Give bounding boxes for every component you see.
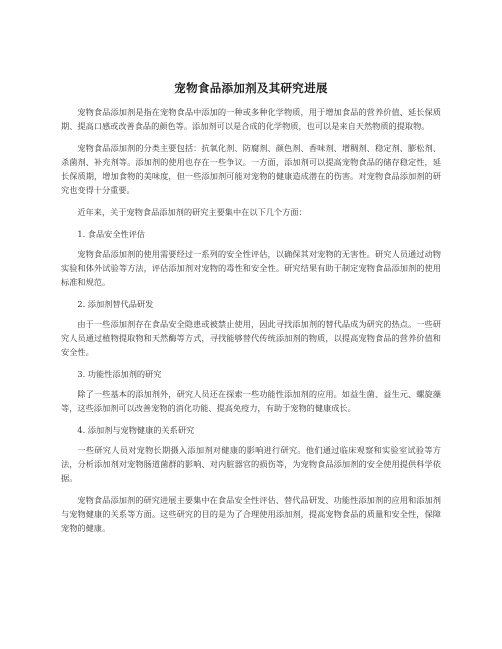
section-heading-2: 2. 添加剂替代品研发 bbox=[77, 299, 154, 309]
section-heading-3: 3. 功能性添加剂的研究 bbox=[77, 369, 162, 379]
classification-paragraph: 宠物食品添加剂的分类主要包括：抗氧化剂、防腐剂、颜色剂、香味剂、增稠剂、稳定剂、膨松剂、杀菌剂、补充剂等。添加剂的使用也存在一些争议。一方面，添加剂可以提高宠物食品的储存稳定性，延长保质期，增加食物的美味度，但一些添加剂可能对宠物的健康造成潜在的伤害。对宠物食品添加剂的研究也变得十分重要。 bbox=[61, 143, 441, 195]
conclusion-paragraph: 宠物食品添加剂的研究进展主要集中在食品安全性评估、替代品研发、功能性添加剂的应用和添加剂与宠物健康的关系等方面。这些研究的目的是为了合理使用添加剂，提高宠物食品的质量和安全性，保障宠物的健康。 bbox=[61, 495, 441, 533]
section-heading-1: 1. 食品安全性评估 bbox=[77, 229, 146, 239]
section-body-3: 除了一些基本的添加剂外，研究人员还在探索一些功能性添加剂的应用。如益生菌、益生元、螺旋藻等，这些添加剂可以改善宠物的消化功能、提高免疫力，有助于宠物的健康成长。 bbox=[61, 389, 441, 413]
section-body-1: 宠物食品添加剂的使用需要经过一系列的安全性评估，以确保其对宠物的无害性。研究人员通过动物实验和体外试验等方法，评估添加剂对宠物的毒性和安全性。研究结果有助于制定宠物食品添加剂的使用标准和规范。 bbox=[61, 249, 441, 287]
document-title: 宠物食品添加剂及其研究进展 bbox=[174, 81, 328, 95]
recent-paragraph: 近年来，关于宠物食品添加剂的研究主要集中在以下几个方面： bbox=[77, 207, 307, 217]
section-body-4: 一些研究人员对宠物长期摄入添加剂对健康的影响进行研究。他们通过临床观察和实验室试验等方法，分析添加剂对宠物肠道菌群的影响、对内脏器官的损伤等，为宠物食品添加剂的安全使用提供科学依据。 bbox=[61, 445, 441, 483]
section-heading-4: 4. 添加剂与宠物健康的关系研究 bbox=[77, 425, 195, 435]
intro-paragraph: 宠物食品添加剂是指在宠物食品中添加的一种或多种化学物质，用于增加食品的营养价值、延长保质期、提高口感或改善食品的颜色等。添加剂可以是合成的化学物质，也可以是来自天然物质的提取物。 bbox=[61, 107, 441, 131]
section-body-2: 由于一些添加剂存在食品安全隐患或被禁止使用，因此寻找添加剂的替代品成为研究的热点。一些研究人员通过植物提取物和天然酶等方式，寻找能够替代传统添加剂的物质，以提高宠物食品的营养价值和安全性。 bbox=[61, 319, 441, 357]
